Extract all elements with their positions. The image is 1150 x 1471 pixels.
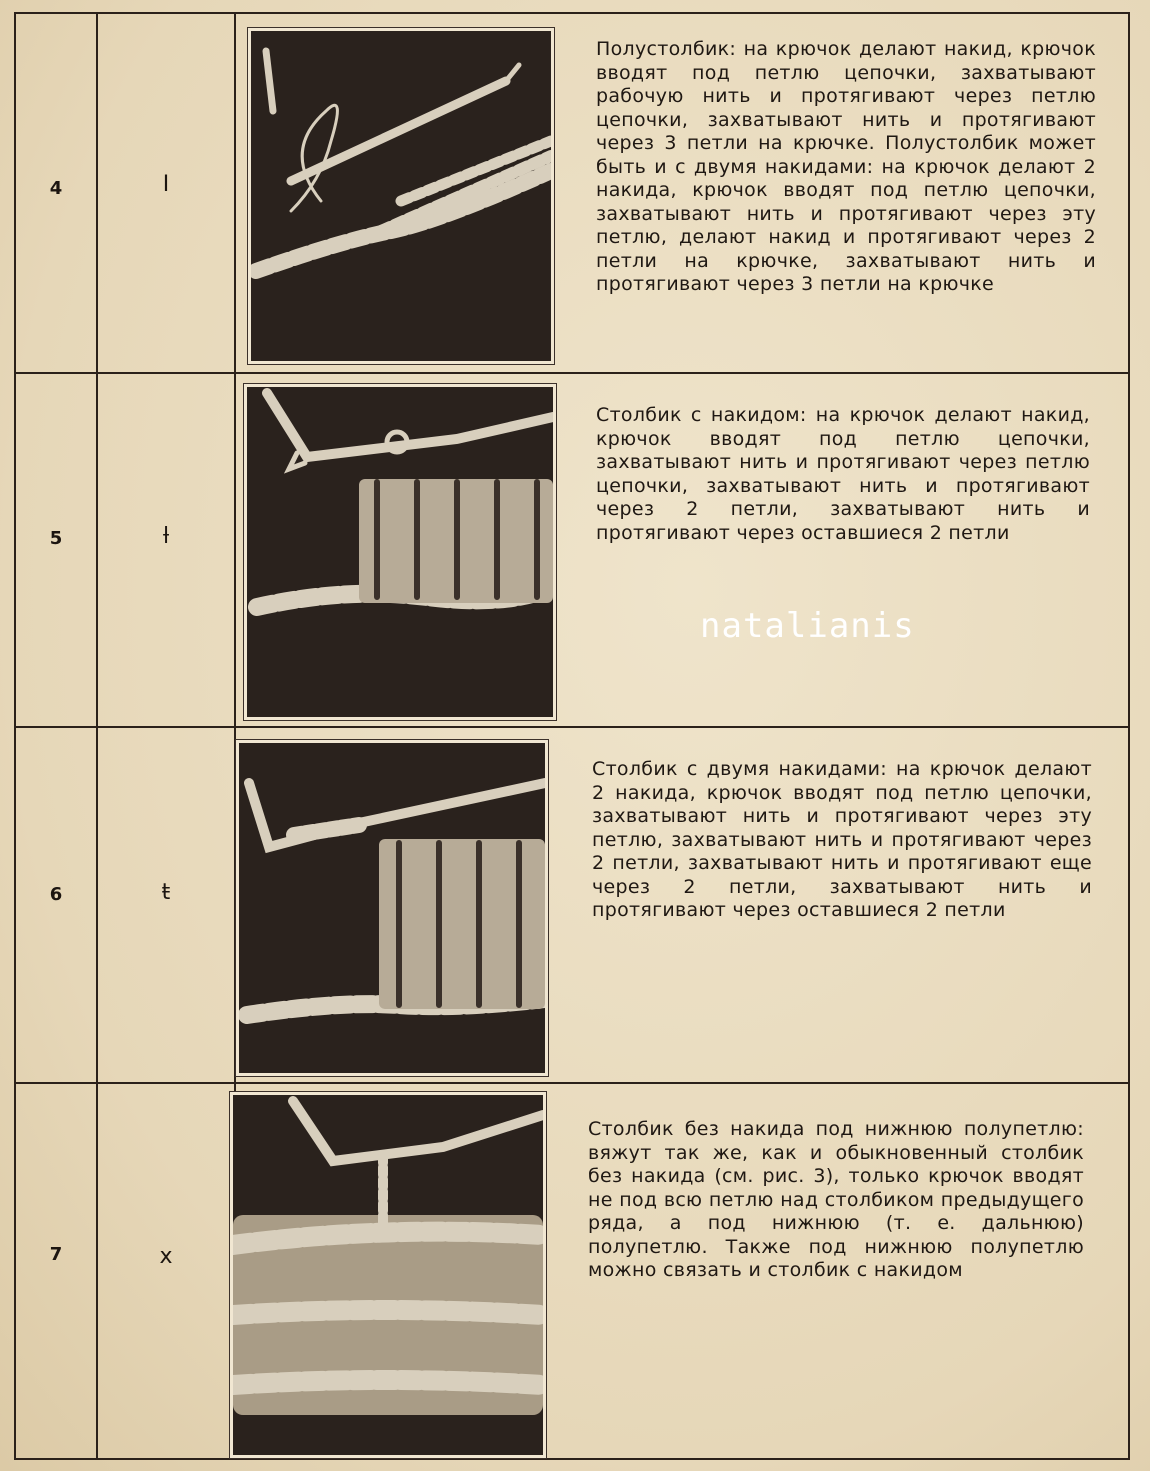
stitch-symbol: x (159, 1244, 173, 1269)
stitch-symbol: ŧ (161, 880, 171, 905)
stitch-description: Столбик без накида под нижнюю полупетлю: вяжут так же, как и обыкновенный столбик без накида (см. рис. 3), только крючок вводят не под всю петлю над столбиком предыдущего ряда, а под нижнюю (т. е. дальнюю) полупетлю. Также под нижнюю полупетлю можно связать и столбик с накидом (588, 1118, 1084, 1281)
watermark-text: natalianis (700, 606, 915, 646)
row-number: 6 (49, 884, 63, 905)
row-number: 5 (49, 528, 63, 549)
stitch-description: Столбик с накидом: на крючок делают накид, крючок вводят под петлю цепочки, захватывают нить и протягивают через петлю цепочки, захватывают нить и протягивают через 2 петли, захватывают нить и протягивают через оставшиеся 2 петли (596, 404, 1090, 544)
double-crochet-photo-icon (247, 387, 553, 717)
single-crochet-back-loop-photo-icon (233, 1095, 543, 1455)
stitch-description: Полустолбик: на крючок делают накид, крючок вводят под петлю цепочки, захватывают рабочую нить и протягивают через петлю цепочки, захватывают нить и протягивают через 3 петли на крючке. Полустолбик может быть и с двумя накидами: на крючок делают 2 накида, крючок вводят под петлю цепочки, захватывают нить и протягивают через эту петлю, делают накид и протягивают через 2 петли на крючке, захватывают нить и протягивают через 3 петли на крючке (596, 38, 1096, 295)
table-row (16, 14, 1128, 372)
stitch-photo (244, 384, 556, 720)
stitch-description: Столбик с двумя накидами: на крючок делают 2 накида, крючок вводят под петлю цепочки, захватывают нить и протягивают через эту петлю, захватывают нить и протягивают через 2 петли, захватывают нить и протягивают еще через 2 петли, захватывают нить и протягивают через оставшиеся 2 петли (592, 758, 1092, 921)
treble-crochet-photo-icon (239, 743, 545, 1073)
row-number: 4 (49, 178, 63, 199)
stitch-photo (236, 740, 548, 1076)
stitch-symbol: ƚ (162, 524, 170, 549)
stitch-photo (230, 1092, 546, 1458)
stitch-photo (248, 28, 554, 364)
table-row (16, 1084, 1128, 1460)
stitch-table (14, 12, 1130, 1460)
table-row (16, 374, 1128, 726)
table-row (16, 728, 1128, 1082)
half-double-crochet-photo-icon (251, 31, 551, 361)
row-number: 7 (49, 1244, 63, 1265)
stitch-symbol: I (162, 172, 170, 197)
